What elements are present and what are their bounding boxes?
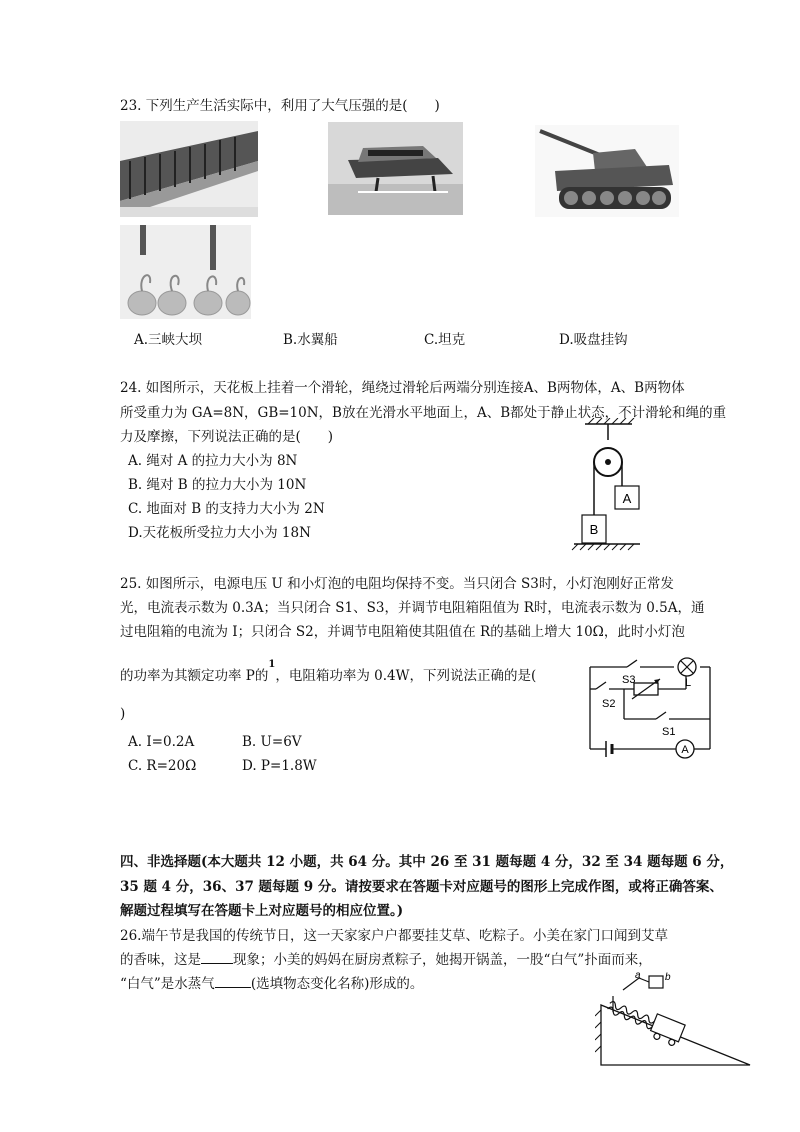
incline-diagram (595, 970, 757, 1070)
q25-line4b-text: ，电阻箱功率为 0.4W，下列说法正确的是( (275, 668, 537, 684)
q26-line1: 26.端午节是我国的传统节日，这一天家家户户都要挂艾草、吃粽子。小美在家门口闻到艾草 (120, 928, 668, 944)
q25-option-c: C. R=20Ω (128, 758, 197, 774)
label-b: b (665, 972, 671, 983)
q26-line3 (120, 974, 423, 994)
q26-line3b-text: (选填物态变化名称)形成的。 (250, 976, 424, 992)
q23-option-d: D.吸盘挂钩 (559, 332, 628, 348)
q25-line5: ) (120, 706, 126, 722)
q25-line4 (120, 659, 537, 688)
q26-line2 (120, 950, 652, 970)
section4-line3: 解题过程填写在答题卡上对应题号的相应位置。) (120, 903, 404, 919)
q24-option-a: A. 绳对 A 的拉力大小为 8N (128, 453, 298, 469)
ammeter-label: A (681, 744, 689, 756)
q24-line1: 24. 如图所示，天花板上挂着一个滑轮，绳绕过滑轮后两端分别连接A、B两物体，A、B两物体 (120, 380, 685, 396)
q23-stem: 23. 下列生产生活实际中，利用了大气压强的是( ) (120, 98, 440, 114)
q25-fraction: 1 (268, 659, 276, 670)
q23-option-c: C.坦克 (424, 332, 466, 348)
block-a-label: A (622, 491, 632, 506)
hydrofoil-photo (328, 122, 463, 215)
lamp-label: L (685, 677, 692, 689)
q26-line3a-text: “白气”是水蒸气 (120, 976, 215, 992)
q24-line2: 所受重力为 GA=8N，GB=10N，B放在光滑水平地面上，A、B都处于静止状态，不计滑轮和绳的重 (120, 405, 727, 421)
q26-line2a-text: 的香味，这是 (120, 952, 201, 968)
q23-option-a: A.三峡大坝 (134, 332, 203, 348)
s1-label: S1 (662, 726, 676, 738)
q25-line2: 光，电流表示数为 0.3A；当只闭合 S1、S3，并调节电阻箱阻值为 R时，电流表示数为 0.5A，通 (120, 600, 705, 616)
suction-hook-photo (120, 225, 251, 319)
block-b-label: B (589, 522, 599, 537)
s3-label: S3 (622, 674, 636, 686)
q25-line3: 过电阻箱的电流为 I；只闭合 S2，并调节电阻箱使其阻值在 R的基础上增大 10Ω，此时小灯泡 (120, 624, 685, 640)
q23-option-b: B.水翼船 (283, 332, 338, 348)
dam-photo (120, 121, 258, 217)
s2-label: S2 (602, 698, 616, 710)
q25-line4-text: 的功率为其额定功率 P的 (120, 668, 269, 684)
q25-line1: 25. 如图所示，电源电压 U 和小灯泡的电阻均保持不变。当只闭合 S3时，小灯泡刚好正常发 (120, 576, 674, 592)
pulley-diagram (570, 418, 645, 552)
q24-line3: 力及摩擦，下列说法正确的是( ) (120, 429, 334, 445)
label-a: a (635, 970, 641, 981)
q24-option-d: D.天花板所受拉力大小为 18N (128, 525, 311, 541)
q26-answer-blank-1[interactable] (201, 963, 233, 964)
q25-option-d: D. P=1.8W (242, 758, 317, 774)
circuit-diagram (582, 655, 717, 760)
section4-line2: 35 题 4 分，36、37 题每题 9 分。请按要求在答题卡对应题号的图形上完成作图，或将正确答案、 (120, 879, 723, 895)
q25-option-b: B. U=6V (242, 734, 302, 750)
q25-option-a: A. I=0.2A (128, 734, 195, 750)
q26-answer-blank-2[interactable] (215, 987, 251, 988)
section4-line1: 四、非选择题(本大题共 12 小题，共 64 分。其中 26 至 31 题每题 4 分，32 至 34 题每题 6 分， (120, 854, 734, 870)
tank-photo (535, 125, 679, 217)
q24-option-b: B. 绳对 B 的拉力大小为 10N (128, 477, 307, 493)
q26-line2b-text: 现象；小美的妈妈在厨房煮粽子，她揭开锅盖，一股“白气”扑面而来， (233, 952, 652, 968)
q24-option-c: C. 地面对 B 的支持力大小为 2N (128, 501, 325, 517)
